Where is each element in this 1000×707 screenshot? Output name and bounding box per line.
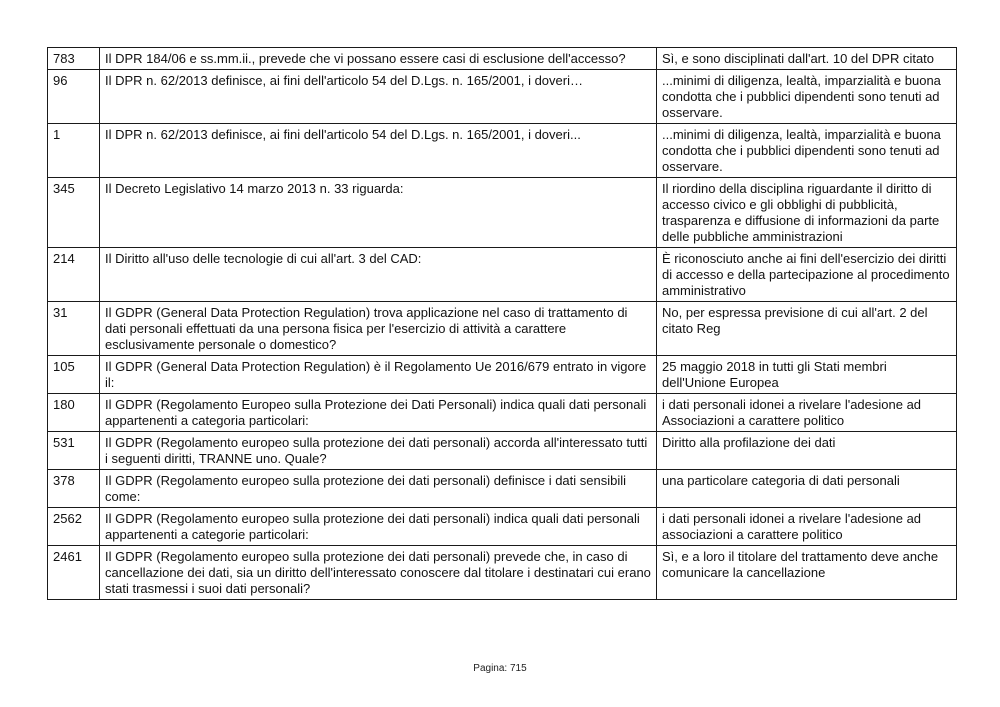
question-number: 1 <box>48 124 100 178</box>
table-row <box>48 302 957 356</box>
table-row <box>48 248 957 302</box>
question-number: 180 <box>48 394 100 432</box>
question-text: Il GDPR (Regolamento europeo sulla protezione dei dati personali) prevede che, in caso di cancellazione dei dati, sia un diritto dell'interessato conoscere dal titolare i destinatari cui erano stati trasmessi i suoi dati personali? <box>100 546 657 600</box>
answer-text: ...minimi di diligenza, lealtà, imparzialità e buona condotta che i pubblici dipendenti sono tenuti ad osservare. <box>657 70 957 124</box>
answer-text: Il riordino della disciplina riguardante il diritto di accesso civico e gli obblighi di pubblicità, trasparenza e diffusione di informazioni da parte delle pubbliche amministrazioni <box>657 178 957 248</box>
table-row <box>48 432 957 470</box>
question-number: 96 <box>48 70 100 124</box>
question-answer-table <box>47 47 957 600</box>
table-row <box>48 470 957 508</box>
question-text: Il DPR n. 62/2013 definisce, ai fini dell'articolo 54 del D.Lgs. n. 165/2001, i doveri… <box>100 70 657 124</box>
question-number: 214 <box>48 248 100 302</box>
question-text: Il DPR 184/06 e ss.mm.ii., prevede che vi possano essere casi di esclusione dell'accesso? <box>100 48 657 70</box>
answer-text: È riconosciuto anche ai fini dell'esercizio dei diritti di accesso e della partecipazione al procedimento amministrativo <box>657 248 957 302</box>
table-row <box>48 356 957 394</box>
answer-text: Sì, e a loro il titolare del trattamento deve anche comunicare la cancellazione <box>657 546 957 600</box>
question-number: 2461 <box>48 546 100 600</box>
question-number: 783 <box>48 48 100 70</box>
table-row <box>48 178 957 248</box>
table-row <box>48 508 957 546</box>
answer-text: Diritto alla profilazione dei dati <box>657 432 957 470</box>
answer-text: i dati personali idonei a rivelare l'adesione ad Associazioni a carattere politico <box>657 394 957 432</box>
table-row <box>48 124 957 178</box>
answer-text: una particolare categoria di dati personali <box>657 470 957 508</box>
question-number: 378 <box>48 470 100 508</box>
question-text: Il GDPR (Regolamento europeo sulla protezione dei dati personali) accorda all'interessato tutti i seguenti diritti, TRANNE uno. Quale? <box>100 432 657 470</box>
answer-text: ...minimi di diligenza, lealtà, imparzialità e buona condotta che i pubblici dipendenti sono tenuti ad osservare. <box>657 124 957 178</box>
table-row <box>48 394 957 432</box>
question-text: Il Diritto all'uso delle tecnologie di cui all'art. 3 del CAD: <box>100 248 657 302</box>
question-number: 31 <box>48 302 100 356</box>
question-number: 2562 <box>48 508 100 546</box>
question-number: 531 <box>48 432 100 470</box>
question-number: 345 <box>48 178 100 248</box>
answer-text: Sì, e sono disciplinati dall'art. 10 del DPR citato <box>657 48 957 70</box>
table-row <box>48 546 957 600</box>
answer-text: 25 maggio 2018 in tutti gli Stati membri dell'Unione Europea <box>657 356 957 394</box>
table-row <box>48 48 957 70</box>
question-text: Il DPR n. 62/2013 definisce, ai fini dell'articolo 54 del D.Lgs. n. 165/2001, i doveri... <box>100 124 657 178</box>
page-number: Pagina: 715 <box>473 663 527 674</box>
answer-text: No, per espressa previsione di cui all'art. 2 del citato Reg <box>657 302 957 356</box>
question-text: Il GDPR (General Data Protection Regulation) trova applicazione nel caso di trattamento di dati personali effettuati da una persona fisica per l'esercizio di attività a carattere esclusivamente personale o domestico? <box>100 302 657 356</box>
question-text: Il GDPR (Regolamento Europeo sulla Protezione dei Dati Personali) indica quali dati personali appartenenti a categoria particolari: <box>100 394 657 432</box>
answer-text: i dati personali idonei a rivelare l'adesione ad associazioni a carattere politico <box>657 508 957 546</box>
question-text: Il GDPR (General Data Protection Regulation) è il Regolamento Ue 2016/679 entrato in vigore il: <box>100 356 657 394</box>
question-text: Il GDPR (Regolamento europeo sulla protezione dei dati personali) indica quali dati personali appartenenti a categorie particolari: <box>100 508 657 546</box>
question-number: 105 <box>48 356 100 394</box>
question-text: Il Decreto Legislativo 14 marzo 2013 n. 33 riguarda: <box>100 178 657 248</box>
table-row <box>48 70 957 124</box>
question-text: Il GDPR (Regolamento europeo sulla protezione dei dati personali) definisce i dati sensibili come: <box>100 470 657 508</box>
